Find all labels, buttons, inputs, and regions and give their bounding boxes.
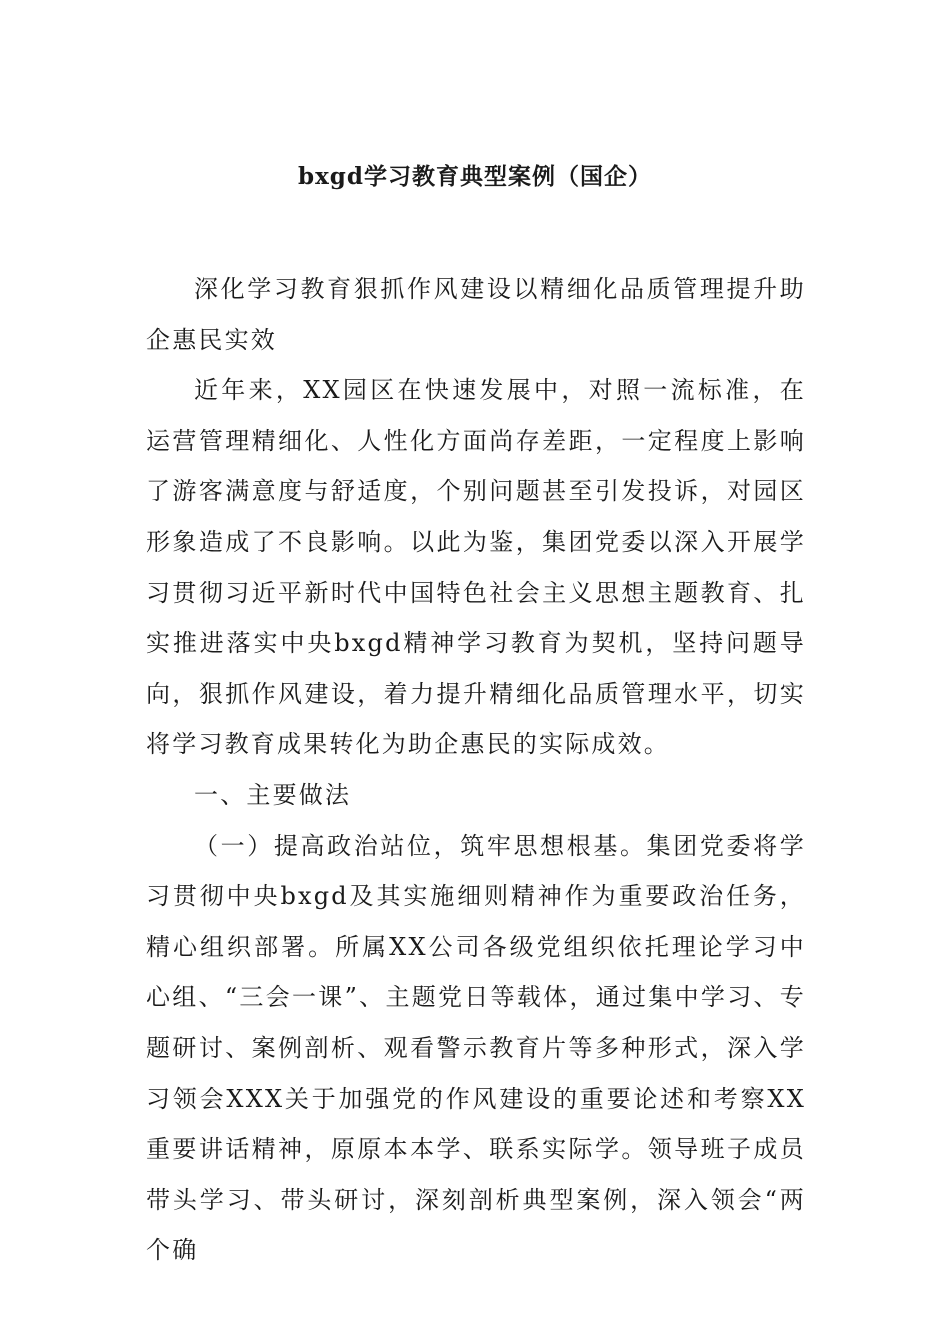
section-paragraph: （一）提高政治站位，筑牢思想根基。集团党委将学习贯彻中央bxgd及其实施细则精神作为重要政治任务，精心组织部署。所属XX公司各级党组织依托理论学习中心组、“三会一课”、主题党日等载体，通过集中学习、专题研讨、案例剖析、观看警示教育片等多种形式，深入学习领会XXX关于加强党的作风建设的重要论述和考察XX重要讲话精神，原原本本学、联系实际学。领导班子成员带头学习、带头研讨，深刻剖析典型案例，深入领会“两个确 bbox=[146, 831, 806, 1265]
section-heading: 一、主要做法 bbox=[194, 780, 352, 809]
intro-paragraph: 近年来，XX园区在快速发展中，对照一流标准，在运营管理精细化、人性化方面尚存差距，一定程度上影响了游客满意度与舒适度，个别问题甚至引发投诉，对园区形象造成了不良影响。以此为鉴，集团党委以深入开展学习贯彻习近平新时代中国特色社会主义思想主题教育、扎实推进落实中央bxgd精神学习教育为契机，坚持问题导向，狠抓作风建设，着力提升精细化品质管理水平，切实将学习教育成果转化为助企惠民的实际成效。 bbox=[146, 376, 806, 759]
document-title: bxgd学习教育典型案例（国企） bbox=[298, 163, 652, 190]
document-body bbox=[146, 264, 806, 1276]
subtitle-paragraph: 深化学习教育狠抓作风建设以精细化品质管理提升助企惠民实效 bbox=[146, 275, 806, 354]
